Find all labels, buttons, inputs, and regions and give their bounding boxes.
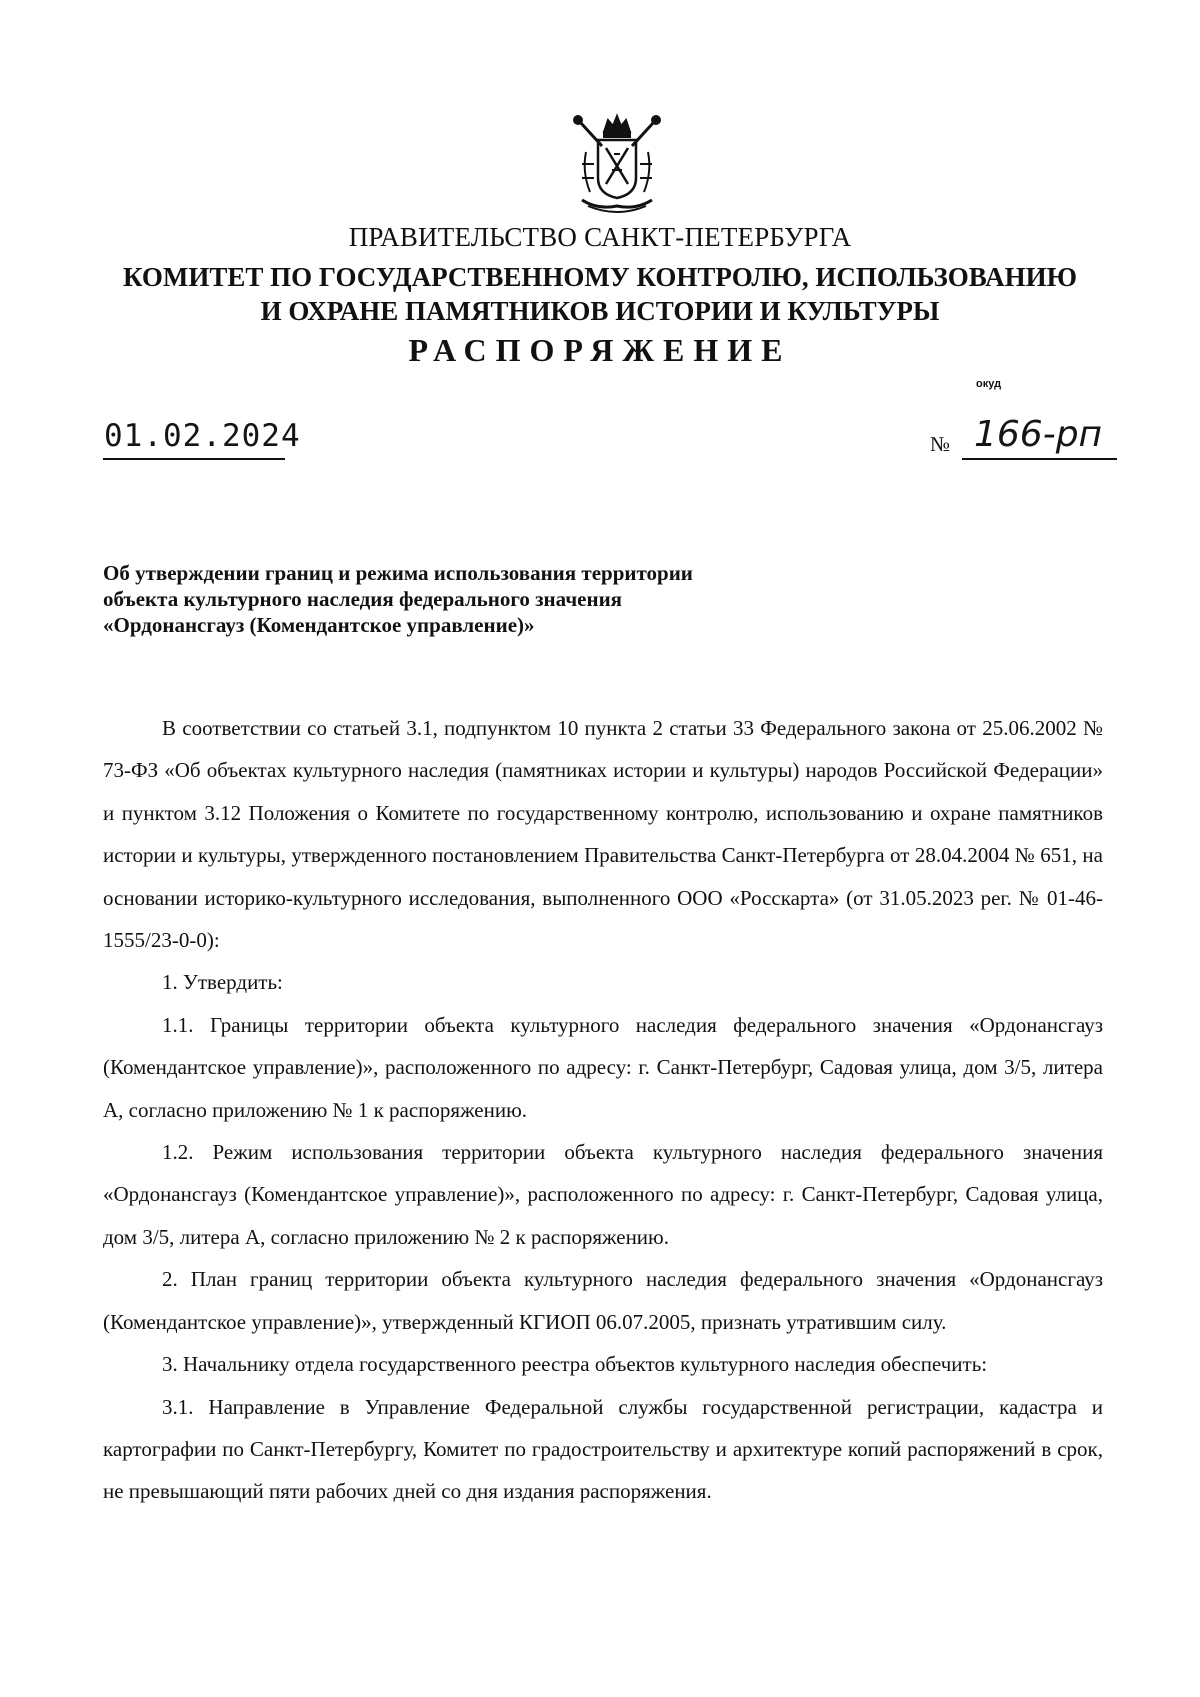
committee-name: [0, 260, 1200, 328]
paragraph-preamble: В соответствии со статьей 3.1, подпунктом 10 пункта 2 статьи 33 Федерального закона от 25.06.2002 № 73-ФЗ «Об объектах культурного наследия (памятниках истории и культуры) народов Российской Федерации» и пунктом 3.12 Положения о Комитете по государственному контролю, использованию и охране памятников истории и культуры, утвержденного постановлением Правительства Санкт-Петербурга от 28.04.2004 № 651, на основании историко-культурного исследования, выполненного ООО «Росскарта» (от 31.05.2023 рег. № 01-46-1555/23-0-0):: [103, 716, 1103, 953]
number-sign: №: [930, 432, 951, 456]
subject-line1: Об утверждении границ и режима использования территории: [103, 561, 693, 585]
paragraph-item-1: 1. Утвердить:: [162, 970, 283, 995]
number-underline: [962, 458, 1117, 460]
saint-petersburg-coat-of-arms-icon: [568, 112, 666, 217]
paragraph-item-2: 2. План границ территории объекта культурного наследия федерального значения «Ордонансгауз (Комендантское управление)», утвержденный КГИОП 06.07.2005, признать утратившим силу.: [103, 1267, 1103, 1334]
document-date-value: 01.02.2024: [104, 418, 301, 454]
subject-line3: «Ордонансгауз (Комендантское управление)»: [103, 613, 535, 637]
document-body: [103, 707, 1103, 1513]
government-name: ПРАВИТЕЛЬСТВО САНКТ-ПЕТЕРБУРГА: [348, 222, 852, 252]
paragraph-item-1-1: 1.1. Границы территории объекта культурного наследия федерального значения «Ордонансгауз (Комендантское управление)», расположенного по адресу: г. Санкт-Петербург, Садовая улица, дом 3/5, литера А, согласно приложению № 1 к распоряжению.: [103, 1012, 1103, 1122]
document-type: РАСПОРЯЖЕНИЕ: [408, 332, 792, 368]
date-underline: [103, 458, 285, 460]
paragraph-item-3: 3. Начальнику отдела государственного реестра объектов культурного наследия обеспечить:: [162, 1352, 988, 1377]
okud-label: окуд: [976, 378, 1002, 390]
paragraph-item-3-1: 3.1. Направление в Управление Федеральной службы государственной регистрации, кадастра и картографии по Санкт-Петербургу, Комитет по градостроительству и архитектуре копий распоряжений в срок, не превышающий пяти рабочих дней со дня издания распоряжения.: [103, 1394, 1103, 1504]
subject-line2: объекта культурного наследия федерального значения: [103, 587, 623, 611]
committee-name-line2: И ОХРАНЕ ПАМЯТНИКОВ ИСТОРИИ И КУЛЬТУРЫ: [260, 296, 940, 326]
paragraph-item-1-2: 1.2. Режим использования территории объекта культурного наследия федерального значения «Ордонансгауз (Комендантское управление)», расположенного по адресу: г. Санкт-Петербург, Садовая улица, дом 3/5, литера А, согласно приложению № 2 к распоряжению.: [103, 1140, 1103, 1249]
document-date: [103, 418, 301, 454]
document-number-value: 166-рп: [974, 414, 1103, 455]
document-subject: [103, 560, 923, 638]
committee-name-line1: КОМИТЕТ ПО ГОСУДАРСТВЕННОМУ КОНТРОЛЮ, ИСПОЛЬЗОВАНИЮ: [123, 262, 1077, 292]
